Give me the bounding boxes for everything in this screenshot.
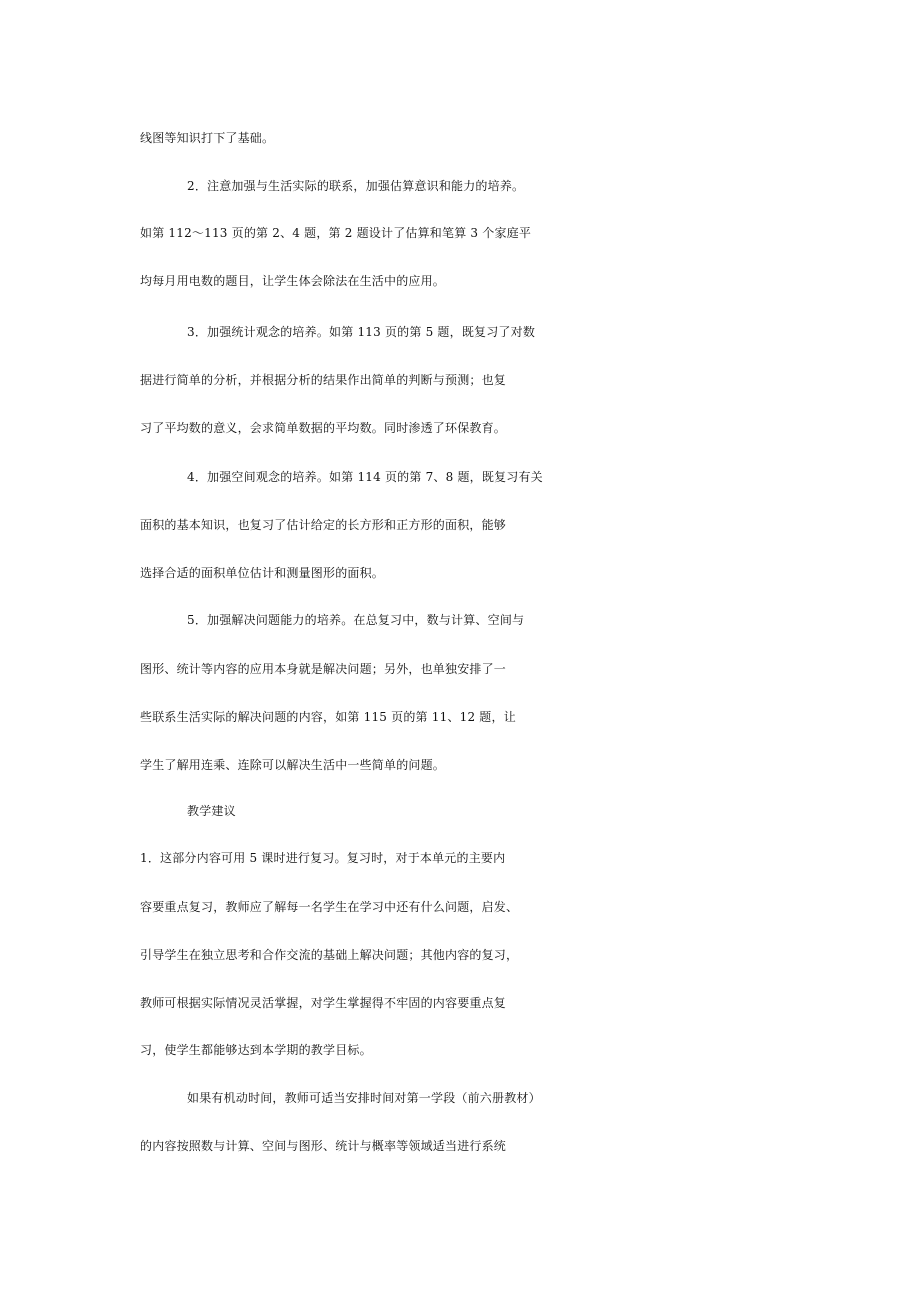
text-line: 引导学生在独立思考和合作交流的基础上解决问题；其他内容的复习， bbox=[140, 948, 519, 962]
text-line: 线图等知识打下了基础。 bbox=[140, 131, 275, 145]
text-line: 图形、统计等内容的应用本身就是解决问题；另外，也单独安排了一 bbox=[140, 662, 507, 676]
text-line: 习，使学生都能够达到本学期的教学目标。 bbox=[140, 1043, 372, 1057]
text-line: 1．这部分内容可用 5 课时进行复习。复习时，对于本单元的主要内 bbox=[140, 851, 506, 865]
text-line: 面积的基本知识，也复习了估计给定的长方形和正方形的面积，能够 bbox=[140, 518, 507, 532]
text-line: 习了平均数的意义，会求简单数据的平均数。同时渗透了环保教育。 bbox=[140, 421, 507, 435]
text-line: 5．加强解决问题能力的培养。在总复习中，数与计算、空间与 bbox=[187, 613, 525, 627]
text-line: 的内容按照数与计算、空间与图形、统计与概率等领域适当进行系统 bbox=[140, 1139, 507, 1153]
text-line: 2．注意加强与生活实际的联系，加强估算意识和能力的培养。 bbox=[187, 179, 525, 193]
text-line: 如第 112～113 页的第 2、4 题，第 2 题设计了估算和笔算 3 个家庭平 bbox=[140, 226, 532, 240]
text-line: 选择合适的面积单位估计和测量图形的面积。 bbox=[140, 566, 385, 580]
text-line: 4．加强空间观念的培养。如第 114 页的第 7、8 题，既复习有关 bbox=[187, 470, 543, 484]
text-line: 均每月用电数的题目，让学生体会除法在生活中的应用。 bbox=[140, 274, 446, 288]
text-line: 容要重点复习，教师应了解每一名学生在学习中还有什么问题，启发、 bbox=[140, 900, 519, 914]
text-line: 如果有机动时间，教师可适当安排时间对第一学段（前六册教材） bbox=[187, 1091, 541, 1105]
section-heading: 教学建议 bbox=[187, 804, 236, 818]
text-line: 些联系生活实际的解决问题的内容，如第 115 页的第 11、12 题，让 bbox=[140, 710, 516, 724]
text-line: 学生了解用连乘、连除可以解决生活中一些简单的问题。 bbox=[140, 758, 446, 772]
text-line: 据进行简单的分析，并根据分析的结果作出简单的判断与预测；也复 bbox=[140, 373, 507, 387]
text-line: 3．加强统计观念的培养。如第 113 页的第 5 题，既复习了对数 bbox=[187, 325, 536, 339]
text-line: 教师可根据实际情况灵活掌握，对学生掌握得不牢固的内容要重点复 bbox=[140, 996, 507, 1010]
